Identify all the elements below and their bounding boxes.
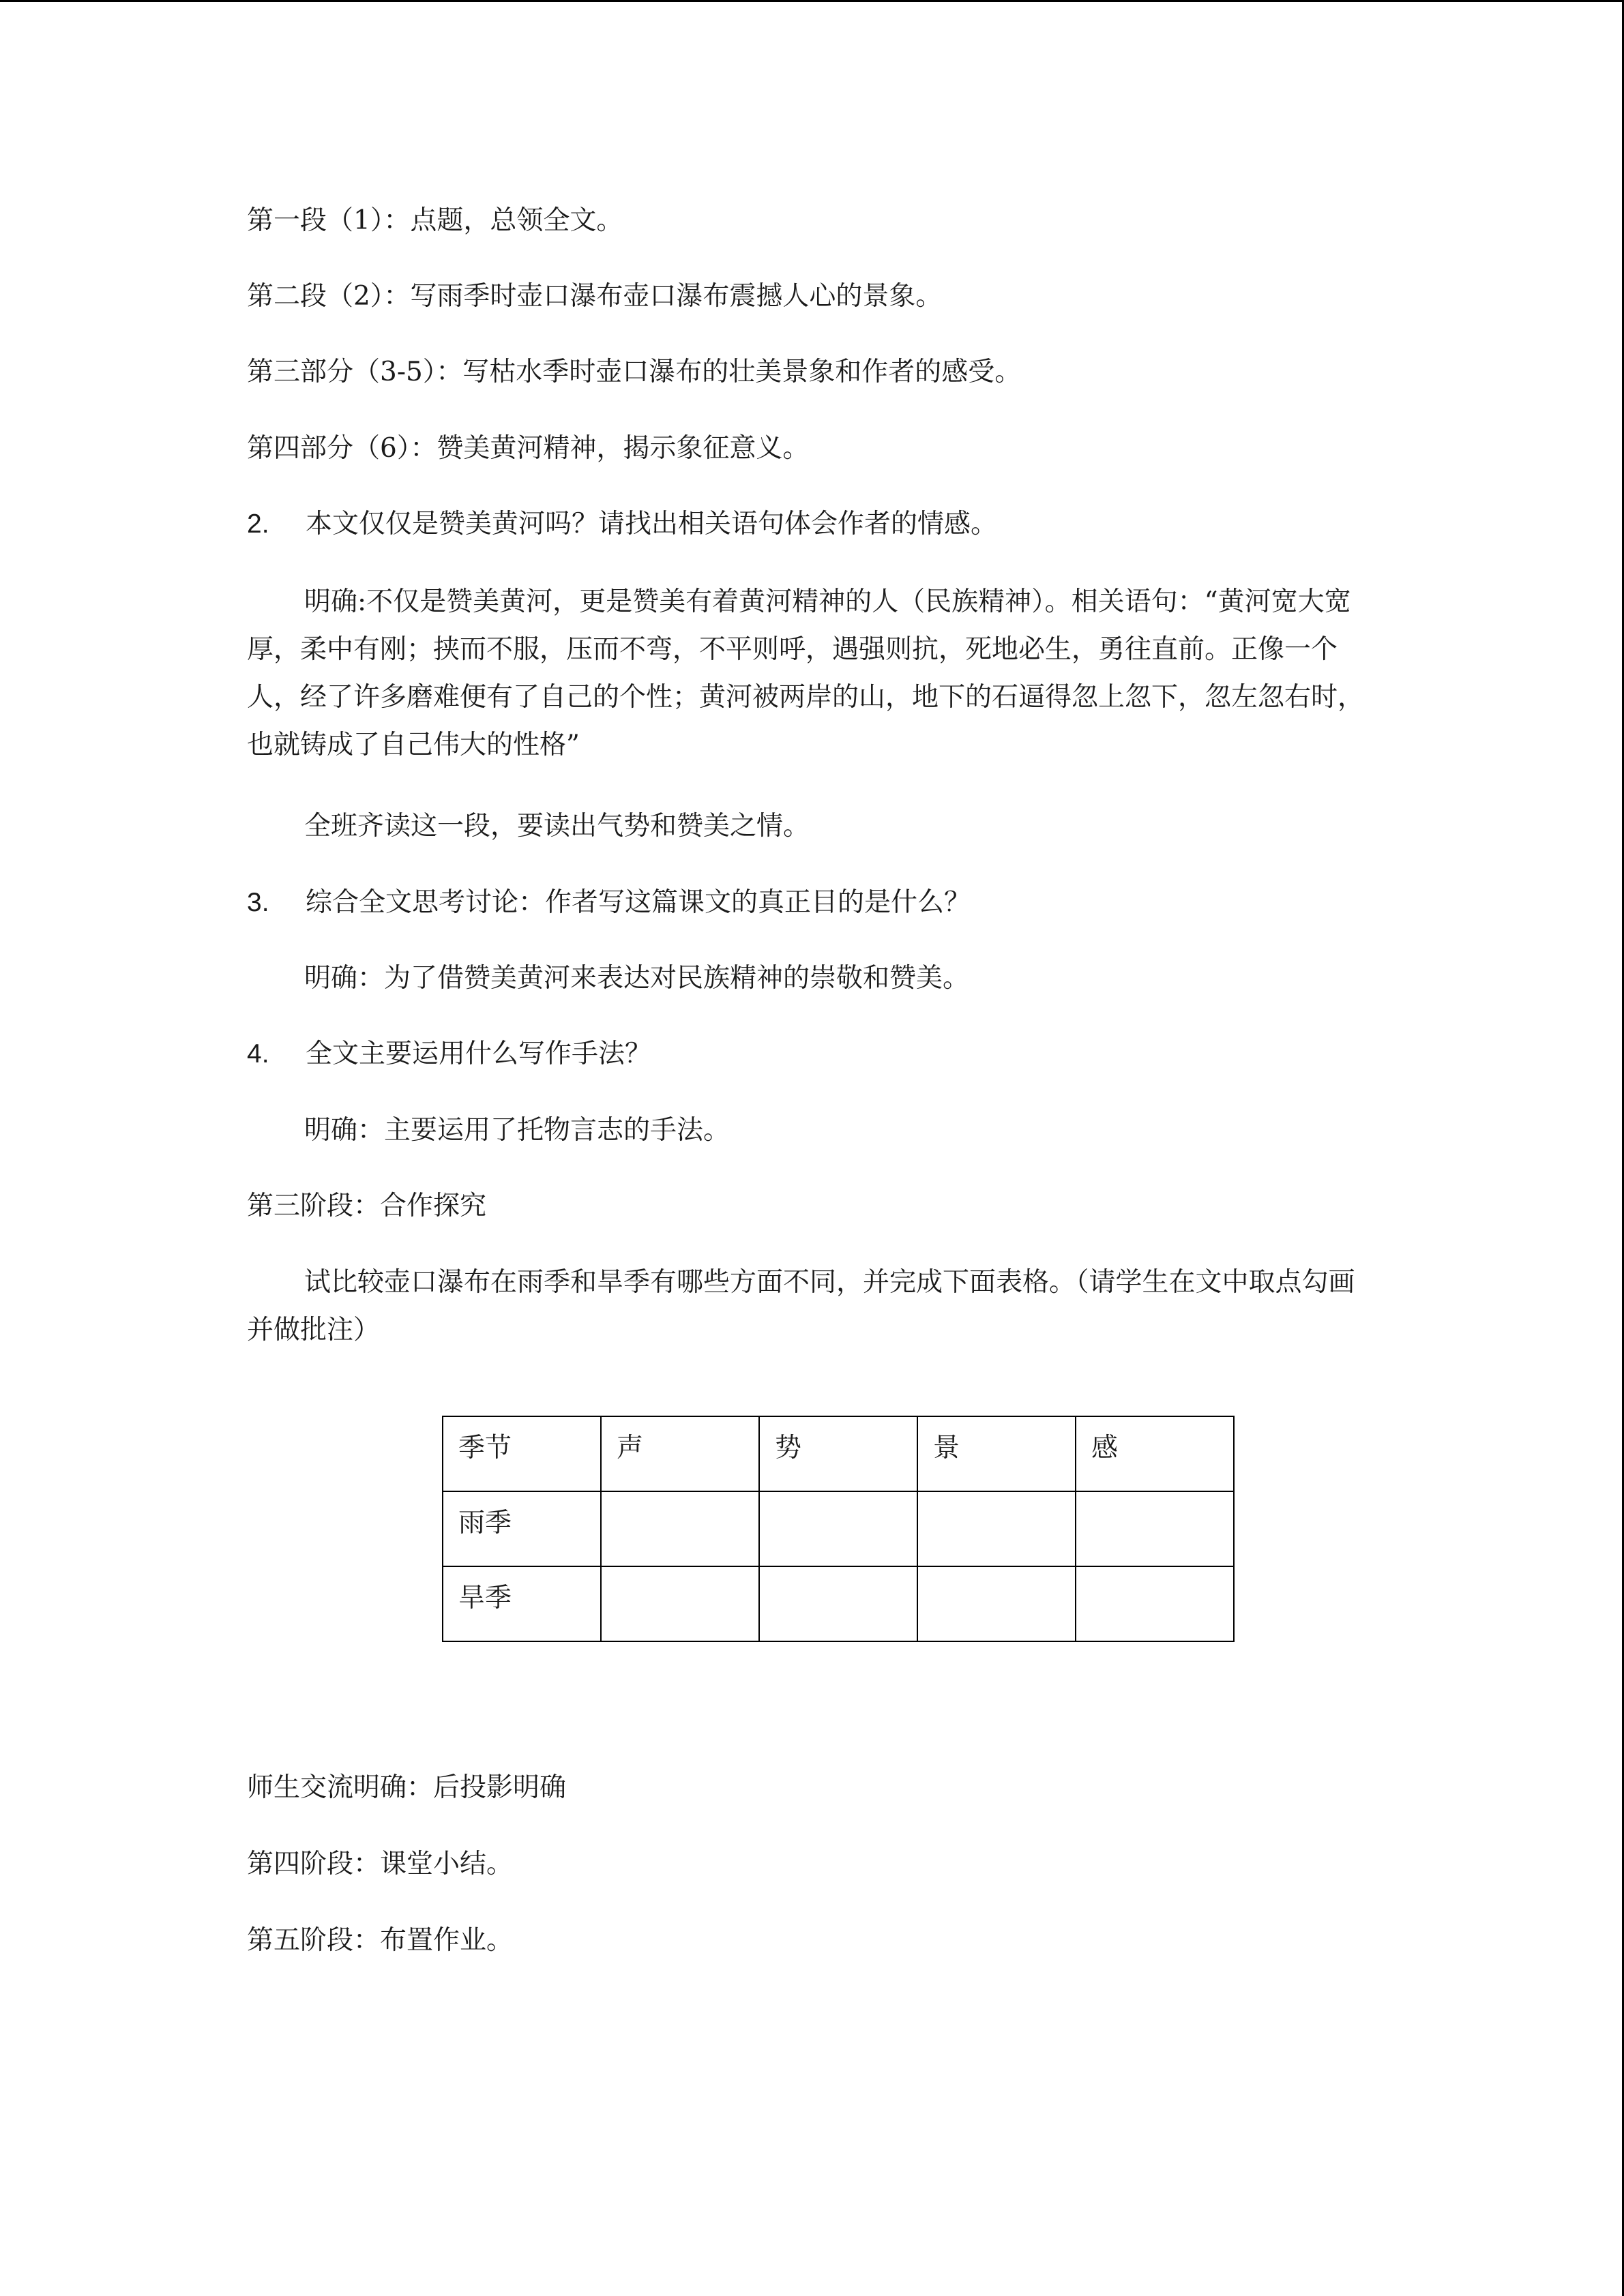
stage-3-instruction-text: 试比较壶口瀑布在雨季和旱季有哪些方面不同，并完成下面表格。（请学生在文中取点勾画并做批注） [247, 1267, 1355, 1345]
table-cell [601, 1566, 759, 1641]
season-comparison-table [442, 1416, 1235, 1642]
question-4-text: 全文主要运用什么写作手法？ [306, 1039, 652, 1069]
exchange-note: 师生交流明确：后投影明确 [247, 1772, 567, 1803]
question-2-reading-instruction: 全班齐读这一段，要读出气势和赞美之情。 [304, 811, 810, 841]
table-header-cell: 季节 [443, 1416, 601, 1491]
table-cell [1076, 1491, 1234, 1566]
question-3-text: 综合全文思考讨论：作者写这篇课文的真正目的是什么？ [306, 887, 971, 918]
table-cell: 雨季 [443, 1491, 601, 1566]
paragraph-structure-4: 第四部分（6）：赞美黄河精神，揭示象征意义。 [247, 433, 810, 464]
table-row [443, 1491, 1234, 1566]
table-cell [1076, 1566, 1234, 1641]
question-3-answer: 明确：为了借赞美黄河来表达对民族精神的崇敬和赞美。 [304, 963, 970, 994]
question-3-number: 3. [247, 888, 269, 917]
stage-3-instruction [247, 1259, 1372, 1354]
table-header-cell: 势 [759, 1416, 917, 1491]
question-2-number: 2. [247, 509, 269, 539]
table-cell [917, 1566, 1076, 1641]
table-cell [759, 1491, 917, 1566]
table-header-cell: 景 [917, 1416, 1076, 1491]
table-header-cell: 声 [601, 1416, 759, 1491]
paragraph-structure-2: 第二段（2）：写雨季时壶口瀑布壶口瀑布震撼人心的景象。 [247, 281, 943, 312]
question-2 [247, 505, 997, 543]
question-2-text: 本文仅仅是赞美黄河吗？请找出相关语句体会作者的情感。 [306, 509, 998, 539]
table-cell [917, 1491, 1076, 1566]
question-2-answer-text: 明确:不仅是赞美黄河，更是赞美有着黄河精神的人（民族精神）。相关语句：“黄河宽大宽厚，柔中有刚；挟而不服，压而不弯，不平则呼，遇强则抗，死地必生，勇往直前。正像一个人，经了许多磨难便有了自己的个性；黄河被两岸的山，地下的石逼得忽上忽下，忽左忽右时，也就铸成了自己伟大的性格” [247, 586, 1365, 760]
stage-5-title: 第五阶段：布置作业。 [247, 1925, 514, 1956]
table-cell [601, 1491, 759, 1566]
table-header-row [443, 1416, 1234, 1491]
stage-3-title: 第三阶段：合作探究 [247, 1191, 487, 1221]
stage-4-title: 第四阶段：课堂小结。 [247, 1849, 514, 1879]
table-row [443, 1566, 1234, 1641]
question-4 [247, 1035, 651, 1073]
table-header-cell: 感 [1076, 1416, 1234, 1491]
paragraph-structure-1: 第一段（1）：点题，总领全文。 [247, 205, 623, 236]
table-cell [759, 1566, 917, 1641]
question-2-answer [247, 578, 1372, 769]
question-4-number: 4. [247, 1039, 269, 1069]
page-border-top [0, 0, 1624, 2]
question-4-answer: 明确：主要运用了托物言志的手法。 [304, 1115, 730, 1146]
question-3 [247, 884, 971, 922]
table-cell: 旱季 [443, 1566, 601, 1641]
paragraph-structure-3: 第三部分（3-5）：写枯水季时壶口瀑布的壮美景象和作者的感受。 [247, 357, 1022, 387]
